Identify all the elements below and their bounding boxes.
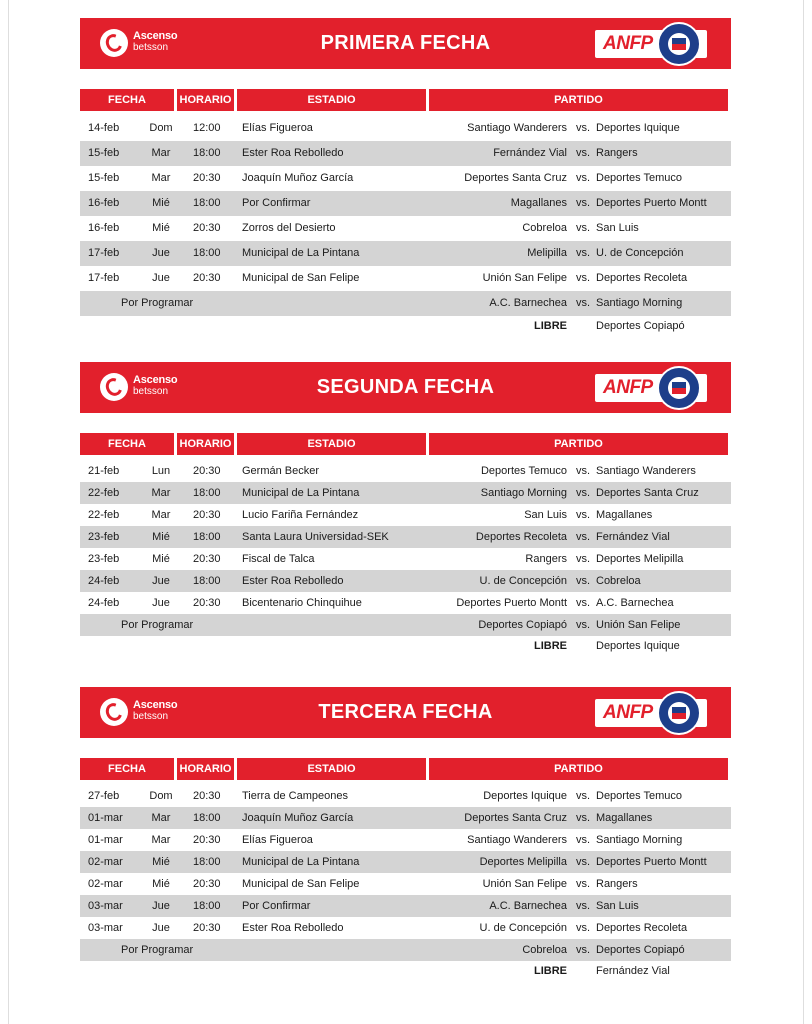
away-team: Deportes Recoleta [596, 272, 688, 284]
match-day: Jue [152, 597, 170, 609]
anfp-seal-icon [657, 691, 701, 735]
versus-label: vs. [576, 944, 591, 956]
column-header-partido: PARTIDO [429, 758, 728, 780]
match-day: Mié [152, 197, 170, 209]
match-date: 21-feb [88, 465, 120, 477]
home-team: Unión San Felipe [482, 272, 567, 284]
match-venue: Joaquín Muñoz García [242, 172, 354, 184]
table-row [80, 460, 731, 482]
home-team: Magallanes [510, 197, 567, 209]
away-team: Deportes Temuco [596, 172, 683, 184]
home-team: Santiago Morning [480, 487, 567, 499]
match-date: 15-feb [88, 172, 120, 184]
match-date: 14-feb [88, 122, 120, 134]
home-team: A.C. Barnechea [489, 297, 567, 309]
versus-label: vs. [576, 222, 591, 234]
match-date: 24-feb [88, 575, 120, 587]
match-venue: Ester Roa Rebolledo [242, 147, 344, 159]
bye-label: LIBRE [534, 965, 567, 977]
home-team: Deportes Temuco [480, 465, 567, 477]
match-date: 01-mar [88, 834, 123, 846]
table-row [80, 570, 731, 592]
home-team: Deportes Iquique [483, 790, 567, 802]
pending-row [80, 939, 731, 961]
anfp-seal-icon [657, 366, 701, 410]
bye-row [80, 636, 731, 656]
pending-label: Por Programar [121, 297, 194, 309]
match-date: 16-feb [88, 197, 120, 209]
match-time: 20:30 [193, 172, 221, 184]
match-venue: Municipal de La Pintana [242, 856, 360, 868]
away-team: San Luis [596, 222, 639, 234]
table-row [80, 851, 731, 873]
match-date: 03-mar [88, 922, 123, 934]
column-header-horario: HORARIO [177, 433, 234, 455]
column-header-estadio: ESTADIO [237, 89, 426, 111]
table-row [80, 116, 731, 141]
match-time: 18:00 [193, 812, 221, 824]
match-time: 18:00 [193, 197, 221, 209]
match-date: 23-feb [88, 531, 120, 543]
home-team: Fernández Vial [493, 147, 567, 159]
away-team: San Luis [596, 900, 639, 912]
match-day: Mié [152, 222, 170, 234]
home-team: Deportes Santa Cruz [464, 172, 567, 184]
home-team: Deportes Puerto Montt [456, 597, 567, 609]
away-team: Deportes Santa Cruz [596, 487, 699, 499]
column-header-horario: HORARIO [177, 758, 234, 780]
match-date: 03-mar [88, 900, 123, 912]
versus-label: vs. [576, 790, 591, 802]
away-team: Deportes Copiapó [596, 944, 685, 956]
anfp-logo [595, 26, 705, 62]
section-title: PRIMERA FECHA [320, 32, 491, 54]
match-time: 20:30 [193, 222, 221, 234]
versus-label: vs. [576, 834, 591, 846]
section-title: TERCERA FECHA [318, 701, 493, 723]
away-team: Unión San Felipe [596, 619, 681, 631]
away-team: Rangers [596, 878, 638, 890]
home-team: Santiago Wanderers [467, 122, 567, 134]
match-day: Mié [152, 856, 170, 868]
match-venue: Ester Roa Rebolledo [242, 922, 344, 934]
match-time: 12:00 [193, 122, 221, 134]
match-date: 17-feb [88, 272, 120, 284]
versus-label: vs. [576, 197, 591, 209]
match-day: Mié [152, 531, 170, 543]
column-header-fecha: FECHA [80, 758, 174, 780]
bye-label: LIBRE [534, 320, 567, 332]
bye-label: LIBRE [534, 640, 567, 652]
versus-label: vs. [576, 597, 591, 609]
match-venue: Municipal de San Felipe [242, 272, 360, 284]
match-venue: Por Confirmar [242, 900, 311, 912]
column-header-fecha: FECHA [80, 89, 174, 111]
anfp-wordmark: ANFP [603, 33, 653, 54]
fixture-section [80, 687, 731, 981]
match-date: 17-feb [88, 247, 120, 259]
match-venue: Santa Laura Universidad-SEK [242, 531, 389, 543]
match-time: 20:30 [193, 878, 221, 890]
match-time: 20:30 [193, 790, 221, 802]
fixture-rows [80, 116, 731, 336]
column-header-fecha: FECHA [80, 433, 174, 455]
away-team: Deportes Melipilla [596, 553, 684, 565]
match-date: 01-mar [88, 812, 123, 824]
table-header [80, 433, 731, 455]
away-team: Deportes Puerto Montt [596, 856, 707, 868]
versus-label: vs. [576, 619, 591, 631]
versus-label: vs. [576, 856, 591, 868]
table-row [80, 191, 731, 216]
match-date: 16-feb [88, 222, 120, 234]
match-day: Lun [151, 465, 171, 477]
home-team: Cobreloa [522, 222, 567, 234]
home-team: Santiago Wanderers [467, 834, 567, 846]
match-day: Mar [151, 509, 171, 521]
versus-label: vs. [576, 878, 591, 890]
match-date: 22-feb [88, 509, 120, 521]
fixture-rows [80, 785, 731, 981]
table-row [80, 241, 731, 266]
match-venue: Tierra de Campeones [242, 790, 348, 802]
section-title: SEGUNDA FECHA [316, 376, 495, 398]
home-team: Deportes Melipilla [479, 856, 567, 868]
bye-row [80, 961, 731, 981]
match-time: 20:30 [193, 553, 221, 565]
match-venue: Elías Figueroa [242, 834, 313, 846]
versus-label: vs. [576, 172, 591, 184]
match-venue: Germán Becker [242, 465, 320, 477]
versus-label: vs. [576, 553, 591, 565]
table-header [80, 758, 731, 780]
away-team: Rangers [596, 147, 638, 159]
pending-label: Por Programar [121, 944, 194, 956]
match-venue: Fiscal de Talca [242, 553, 315, 565]
match-day: Dom [149, 122, 173, 134]
column-header-estadio: ESTADIO [237, 758, 426, 780]
versus-label: vs. [576, 900, 591, 912]
home-team: U. de Concepción [479, 922, 567, 934]
versus-label: vs. [576, 575, 591, 587]
column-header-partido: PARTIDO [429, 89, 728, 111]
match-venue: Elías Figueroa [242, 122, 313, 134]
pending-row [80, 614, 731, 636]
match-time: 20:30 [193, 922, 221, 934]
pending-row [80, 291, 731, 316]
match-venue: Bicentenario Chinquihue [242, 597, 362, 609]
match-venue: Ester Roa Rebolledo [242, 575, 344, 587]
away-team: Santiago Morning [596, 297, 683, 309]
match-time: 18:00 [193, 900, 221, 912]
anfp-wordmark: ANFP [603, 702, 653, 723]
section-banner [80, 687, 731, 738]
away-team: Fernández Vial [596, 531, 670, 543]
anfp-wordmark: ANFP [603, 377, 653, 398]
home-team: Deportes Recoleta [475, 531, 567, 543]
versus-label: vs. [576, 922, 591, 934]
match-time: 18:00 [193, 147, 221, 159]
logo-line-1: Ascenso [133, 699, 178, 711]
logo-line-2: betsson [133, 711, 169, 722]
home-team: U. de Concepción [479, 575, 567, 587]
match-date: 27-feb [88, 790, 120, 802]
match-date: 02-mar [88, 878, 123, 890]
match-venue: Zorros del Desierto [242, 222, 336, 234]
match-day: Jue [152, 900, 170, 912]
home-team: Cobreloa [522, 944, 567, 956]
match-day: Mar [151, 172, 171, 184]
away-team: Deportes Temuco [596, 790, 683, 802]
versus-label: vs. [576, 509, 591, 521]
table-row [80, 141, 731, 166]
match-day: Mar [151, 147, 171, 159]
home-team: Unión San Felipe [482, 878, 567, 890]
logo-line-2: betsson [133, 386, 169, 397]
match-time: 20:30 [193, 465, 221, 477]
away-team: Santiago Wanderers [596, 465, 696, 477]
match-venue: Lucio Fariña Fernández [242, 509, 359, 521]
match-time: 18:00 [193, 247, 221, 259]
anfp-logo [595, 370, 705, 406]
match-day: Jue [152, 272, 170, 284]
page-edge-right [803, 0, 804, 1024]
match-day: Mar [151, 834, 171, 846]
versus-label: vs. [576, 812, 591, 824]
table-row [80, 504, 731, 526]
away-team: Deportes Puerto Montt [596, 197, 707, 209]
logo-line-2: betsson [133, 42, 169, 53]
match-day: Mar [151, 487, 171, 499]
match-day: Mar [151, 812, 171, 824]
match-venue: Municipal de San Felipe [242, 878, 360, 890]
column-header-horario: HORARIO [177, 89, 234, 111]
match-time: 20:30 [193, 834, 221, 846]
section-banner [80, 18, 731, 69]
versus-label: vs. [576, 487, 591, 499]
anfp-seal-icon [657, 22, 701, 66]
match-venue: Municipal de La Pintana [242, 487, 360, 499]
match-day: Mié [152, 878, 170, 890]
home-team: Deportes Santa Cruz [464, 812, 567, 824]
away-team: U. de Concepción [596, 247, 684, 259]
away-team: Deportes Iquique [596, 122, 680, 134]
match-date: 02-mar [88, 856, 123, 868]
match-day: Jue [152, 922, 170, 934]
match-time: 20:30 [193, 272, 221, 284]
match-time: 18:00 [193, 487, 221, 499]
fixture-section [80, 362, 731, 656]
match-date: 15-feb [88, 147, 120, 159]
page-edge-left [8, 0, 9, 1024]
versus-label: vs. [576, 122, 591, 134]
match-time: 20:30 [193, 597, 221, 609]
table-row [80, 829, 731, 851]
match-time: 18:00 [193, 531, 221, 543]
home-team: Rangers [525, 553, 567, 565]
table-row [80, 895, 731, 917]
table-row [80, 917, 731, 939]
table-row [80, 216, 731, 241]
away-team: A.C. Barnechea [596, 597, 674, 609]
away-team: Magallanes [596, 509, 653, 521]
away-team: Deportes Recoleta [596, 922, 688, 934]
column-header-partido: PARTIDO [429, 433, 728, 455]
table-row [80, 482, 731, 504]
home-team: Melipilla [527, 247, 567, 259]
column-header-estadio: ESTADIO [237, 433, 426, 455]
away-team: Santiago Morning [596, 834, 683, 846]
versus-label: vs. [576, 531, 591, 543]
away-team: Cobreloa [596, 575, 641, 587]
away-team: Magallanes [596, 812, 653, 824]
table-row [80, 266, 731, 291]
table-row [80, 526, 731, 548]
home-team: San Luis [524, 509, 567, 521]
match-venue: Joaquín Muñoz García [242, 812, 354, 824]
table-row [80, 873, 731, 895]
section-banner [80, 362, 731, 413]
table-header [80, 89, 731, 111]
match-time: 18:00 [193, 575, 221, 587]
home-team: Deportes Copiapó [478, 619, 567, 631]
match-venue: Municipal de La Pintana [242, 247, 360, 259]
table-row [80, 166, 731, 191]
match-day: Jue [152, 247, 170, 259]
versus-label: vs. [576, 147, 591, 159]
home-team: A.C. Barnechea [489, 900, 567, 912]
versus-label: vs. [576, 465, 591, 477]
bye-row [80, 316, 731, 336]
match-venue: Por Confirmar [242, 197, 311, 209]
table-row [80, 592, 731, 614]
match-day: Jue [152, 575, 170, 587]
table-row [80, 548, 731, 570]
versus-label: vs. [576, 247, 591, 259]
fixture-section [80, 18, 731, 336]
versus-label: vs. [576, 297, 591, 309]
match-time: 20:30 [193, 509, 221, 521]
fixture-rows [80, 460, 731, 656]
table-row [80, 807, 731, 829]
match-date: 22-feb [88, 487, 120, 499]
bye-team: Fernández Vial [596, 965, 670, 977]
table-row [80, 785, 731, 807]
bye-team: Deportes Iquique [596, 640, 680, 652]
match-date: 24-feb [88, 597, 120, 609]
logo-line-1: Ascenso [133, 30, 178, 42]
match-day: Mié [152, 553, 170, 565]
pending-label: Por Programar [121, 619, 194, 631]
match-day: Dom [149, 790, 173, 802]
match-time: 18:00 [193, 856, 221, 868]
versus-label: vs. [576, 272, 591, 284]
match-date: 23-feb [88, 553, 120, 565]
bye-team: Deportes Copiapó [596, 320, 685, 332]
logo-line-1: Ascenso [133, 374, 178, 386]
anfp-logo [595, 695, 705, 731]
